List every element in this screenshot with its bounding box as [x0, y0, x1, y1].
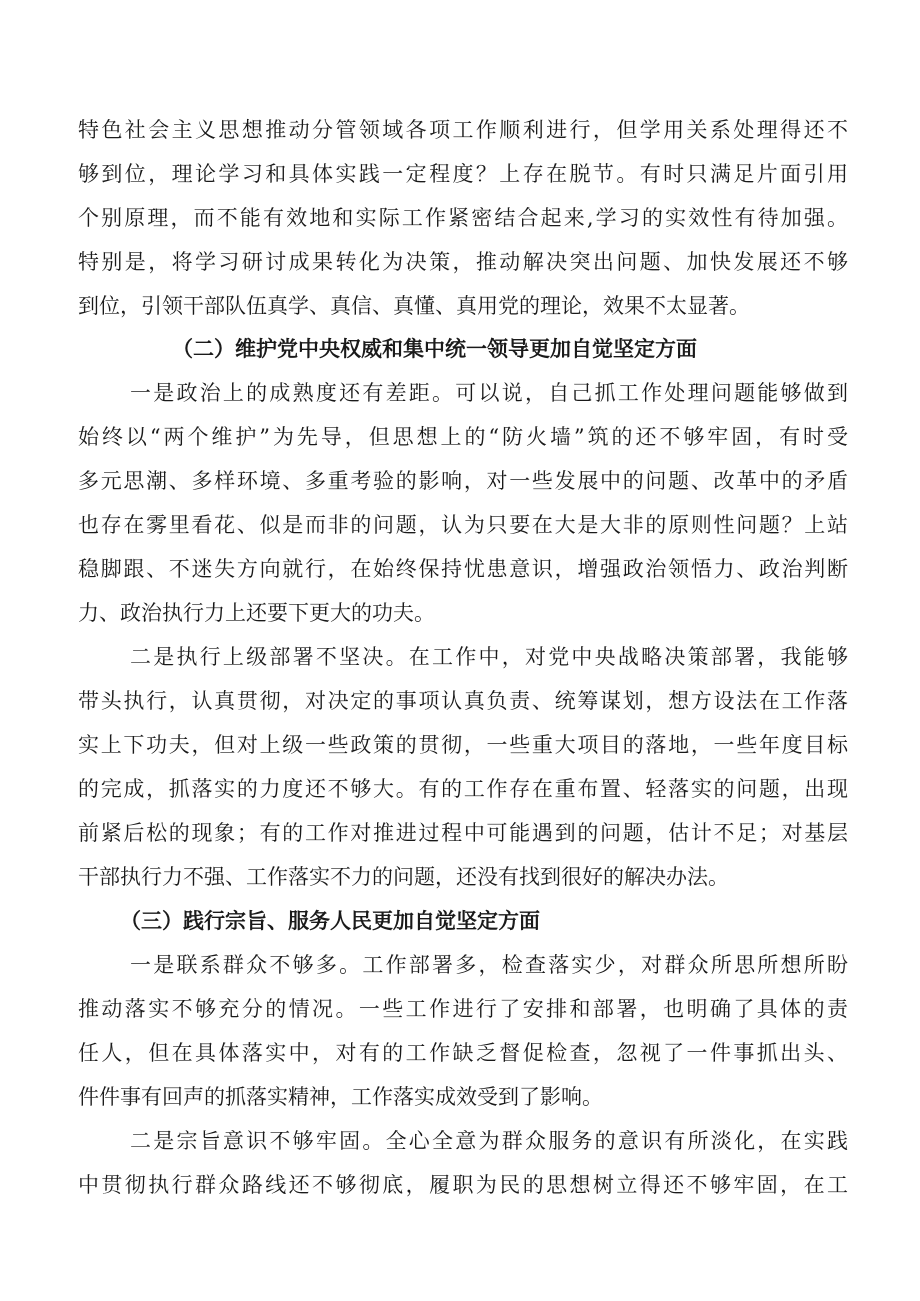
body-line: 始终以“两个维护”为先导，但思想上的“防火墙”筑的还不够牢固，有时受 [78, 425, 848, 449]
paragraph-first-line: 一是联系群众不够多。工作部署多，检查落实少，对群众所思所想所盼 [130, 953, 848, 977]
body-line: 特色社会主义思想推动分管领域各项工作顺利进行，但学用关系处理得还不 [78, 118, 848, 142]
body-line: 够到位，理论学习和具体实践一定程度？上存在脱节。有时只满足片面引用 [78, 162, 848, 186]
body-line: 到位，引领干部队伍真学、真信、真懂、真用党的理论，效果不太显著。 [78, 294, 750, 318]
body-line: 的完成，抓落实的力度还不够大。有的工作存在重布置、轻落实的问题，出现 [78, 777, 848, 801]
body-line: 多元思潮、多样环境、多重考验的影响，对一些发展中的问题、改革中的矛盾 [78, 469, 848, 493]
body-line: 实上下功夫，但对上级一些政策的贯彻，一些重大项目的落地，一些年度目标 [78, 733, 848, 757]
body-line: 前紧后松的现象；有的工作对推进过程中可能遇到的问题，估计不足；对基层 [78, 821, 848, 845]
paragraph-first-line: 二是执行上级部署不坚决。在工作中，对党中央战略决策部署，我能够 [130, 645, 848, 669]
body-line: 干部执行力不强、工作落实不力的问题，还没有找到很好的解决办法。 [78, 865, 729, 889]
paragraph-first-line: 二是宗旨意识不够牢固。全心全意为群众服务的意识有所淡化，在实践 [130, 1129, 848, 1153]
paragraph-first-line: 一是政治上的成熟度还有差距。可以说，自己抓工作处理问题能够做到 [130, 381, 848, 405]
body-line: 个别原理，而不能有效地和实际工作紧密结合起来,学习的实效性有待加强。 [78, 206, 848, 230]
section-heading-3: （三）践行宗旨、服务人民更加自觉坚定方面 [120, 909, 540, 933]
body-line: 稳脚跟、不迷失方向就行，在始终保持忧患意识，增强政治领悟力、政治判断 [78, 557, 848, 581]
section-heading-2: （二）维护党中央权威和集中统一领导更加自觉坚定方面 [172, 337, 697, 361]
body-line: 力、政治执行力上还要下更大的功夫。 [78, 601, 435, 625]
body-line: 特别是，将学习研讨成果转化为决策，推动解决突出问题、加快发展还不够 [78, 250, 848, 274]
body-line: 件件事有回声的抓落实精神，工作落实成效受到了影响。 [78, 1085, 603, 1109]
body-line: 推动落实不够充分的情况。一些工作进行了安排和部署，也明确了具体的责 [78, 997, 848, 1021]
body-line: 带头执行，认真贯彻，对决定的事项认真负责、统筹谋划，想方设法在工作落 [78, 689, 848, 713]
body-line: 任人，但在具体落实中，对有的工作缺乏督促检查，忽视了一件事抓出头、 [78, 1041, 848, 1065]
body-line: 也存在雾里看花、似是而非的问题，认为只要在大是大非的原则性问题？上站 [78, 513, 848, 537]
body-line: 中贯彻执行群众路线还不够彻底，履职为民的思想树立得还不够牢固，在工 [78, 1173, 848, 1197]
